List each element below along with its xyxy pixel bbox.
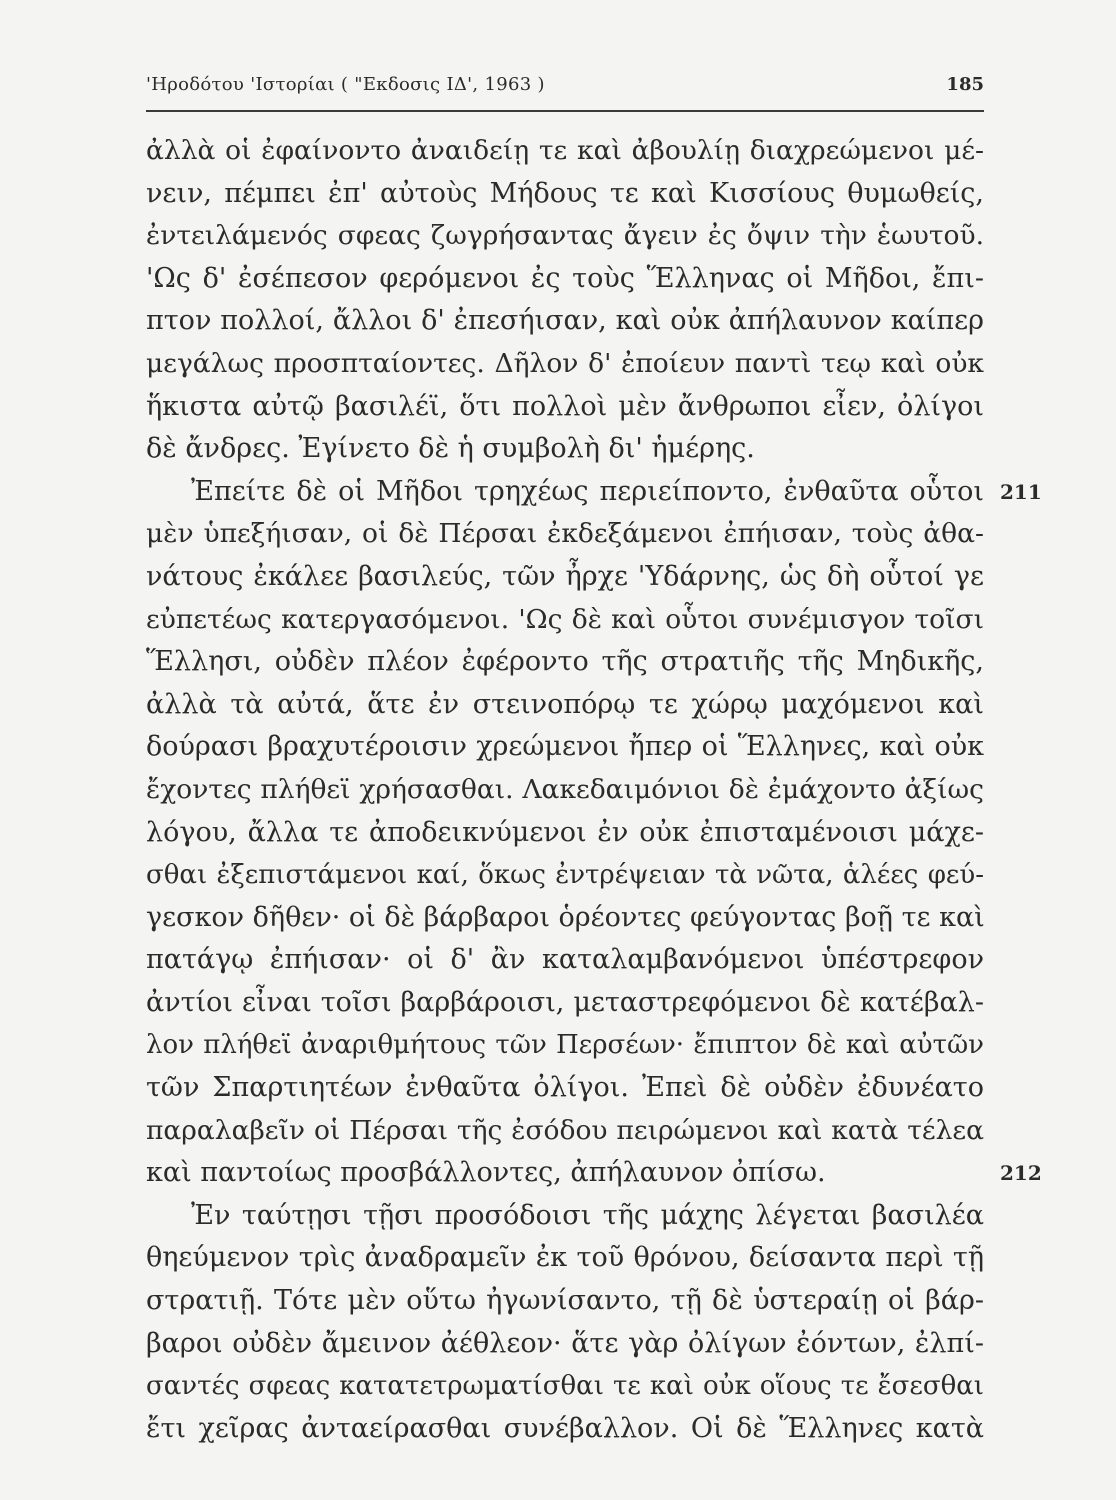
text-line: ἥκιστα αὐτῷ βασιλέϊ, ὅτι πολλοὶ μὲν ἄνθρωποι εἶεν, ὀλίγοι <box>146 390 984 422</box>
text-line: Ἐν ταύτῃσι τῇσι προσόδοισι τῆς μάχης λέγεται βασιλέα <box>191 1199 984 1231</box>
text-line: νειν, πέμπει ἐπ' αὐτοὺς Μήδους τε καὶ Κισσίους θυμωθείς, <box>146 177 984 209</box>
running-head <box>146 70 984 100</box>
text-line: ἀλλὰ τὰ αὐτά, ἅτε ἐν στεινοπόρῳ τε χώρῳ μαχόμενοι καὶ <box>146 688 984 720</box>
body-text <box>146 130 984 1450</box>
text-line: δούρασι βραχυτέροισιν χρεώμενοι ἤπερ οἱ Ἕλληνες, καὶ οὐκ <box>146 731 984 763</box>
text-line: καὶ παντοίως προσβάλλοντες, ἀπήλαυνον ὀπίσω. <box>146 1157 826 1189</box>
text-line: πατάγῳ ἐπήισαν· οἱ δ' ἂν καταλαμβανόμενοι ὑπέστρεφον <box>146 944 984 976</box>
text-line: ἔτι χεῖρας ἀνταείρασθαι συνέβαλλον. Οἱ δὲ Ἕλληνες κατὰ <box>146 1412 984 1444</box>
text-line: δὲ ἄνδρες. Ἐγίνετο δὲ ἡ συμβολὴ δι' ἡμέρης. <box>146 433 755 465</box>
text-line: ἔχοντες πλήθεϊ χρήσασθαι. Λακεδαιμόνιοι δὲ ἐμάχοντο ἀξίως <box>146 773 984 805</box>
text-line: στρατιῇ. Τότε μὲν οὕτω ἠγωνίσαντο, τῇ δὲ ὑστεραίῃ οἱ βάρ- <box>146 1285 984 1317</box>
text-line: μὲν ὑπεξήισαν, οἱ δὲ Πέρσαι ἐκδεξάμενοι ἐπήισαν, τοὺς ἀθα- <box>146 518 984 550</box>
text-line: λον πλήθεϊ ἀναριθμήτους τῶν Περσέων· ἔπιπτον δὲ καὶ αὐτῶν <box>146 1030 984 1061</box>
text-line: τῶν Σπαρτιητέων ἐνθαῦτα ὀλίγοι. Ἐπεὶ δὲ οὐδὲν ἐδυνέατο <box>146 1072 984 1104</box>
text-line: γεσκον δῆθεν· οἱ δὲ βάρβαροι ὁρέοντες φεύγοντας βοῇ τε καὶ <box>146 901 985 933</box>
text-line: ἀλλὰ οἱ ἐφαίνοντο ἀναιδείῃ τε καὶ ἀβουλίῃ διαχρεώμενοι μέ- <box>146 135 984 166</box>
text-line: πτον πολλοί, ἄλλοι δ' ἐπεσήισαν, καὶ οὐκ ἀπήλαυνον καίπερ <box>146 305 984 337</box>
text-line: σθαι ἐξεπιστάμενοι καί, ὅκως ἐντρέψειαν τὰ νῶτα, ἁλέες φεύ- <box>146 860 984 891</box>
text-line: ἐντειλάμενός σφεας ζωγρήσαντας ἄγειν ἐς ὄψιν τὴν ἑωυτοῦ. <box>146 220 984 252</box>
text-line: βαροι οὐδὲν ἄμεινον ἀέθλεον· ἅτε γὰρ ὀλίγων ἐόντων, ἐλπί- <box>146 1327 984 1359</box>
text-line: 'Ως δ' ἐσέπεσον φερόμενοι ἐς τοὺς Ἕλληνας οἱ Μῆδοι, ἔπι- <box>146 262 984 294</box>
text-line: μεγάλως προσπταίοντες. Δῆλον δ' ἐποίευν παντὶ τεῳ καὶ οὐκ <box>146 347 984 379</box>
text-line: παραλαβεῖν οἱ Πέρσαι τῆς ἐσόδου πειρώμενοι καὶ κατὰ τέλεα <box>146 1114 984 1146</box>
page-number: 185 <box>946 74 984 95</box>
text-line: Ἕλλησι, οὐδὲν πλέον ἐφέροντο τῆς στρατιῆς τῆς Μηδικῆς, <box>146 646 984 678</box>
text-line: εὐπετέως κατεργασόμενοι. 'Ως δὲ καὶ οὗτοι συνέμισγον τοῖσι <box>146 603 984 635</box>
header-rule <box>146 110 984 112</box>
section-number-212: 212 <box>1000 1161 1042 1185</box>
section-number-211: 211 <box>1000 480 1042 504</box>
text-line: λόγου, ἄλλα τε ἀποδεικνύμενοι ἐν οὐκ ἐπισταμένοισι μάχε- <box>146 816 984 848</box>
text-line: νάτους ἐκάλεε βασιλεύς, τῶν ἦρχε 'Υδάρνης, ὡς δὴ οὗτοί γε <box>146 560 984 592</box>
text-line: σαντές σφεας κατατετρωματίσθαι τε καὶ οὐκ οἵους τε ἔσεσθαι <box>146 1371 984 1402</box>
text-line: θηεύμενον τρὶς ἀναδραμεῖν ἐκ τοῦ θρόνου, δείσαντα περὶ τῇ <box>146 1242 984 1274</box>
text-line: Ἐπείτε δὲ οἱ Μῆδοι τρηχέως περιείποντο, ἐνθαῦτα οὗτοι <box>191 475 984 507</box>
text-line: ἀντίοι εἶναι τοῖσι βαρβάροισι, μεταστρεφόμενοι δὲ κατέβαλ- <box>146 986 984 1018</box>
running-title: 'Ηροδότου 'Ιστορίαι ( "Εκδοσις ΙΔ', 1963 ) <box>146 74 545 95</box>
